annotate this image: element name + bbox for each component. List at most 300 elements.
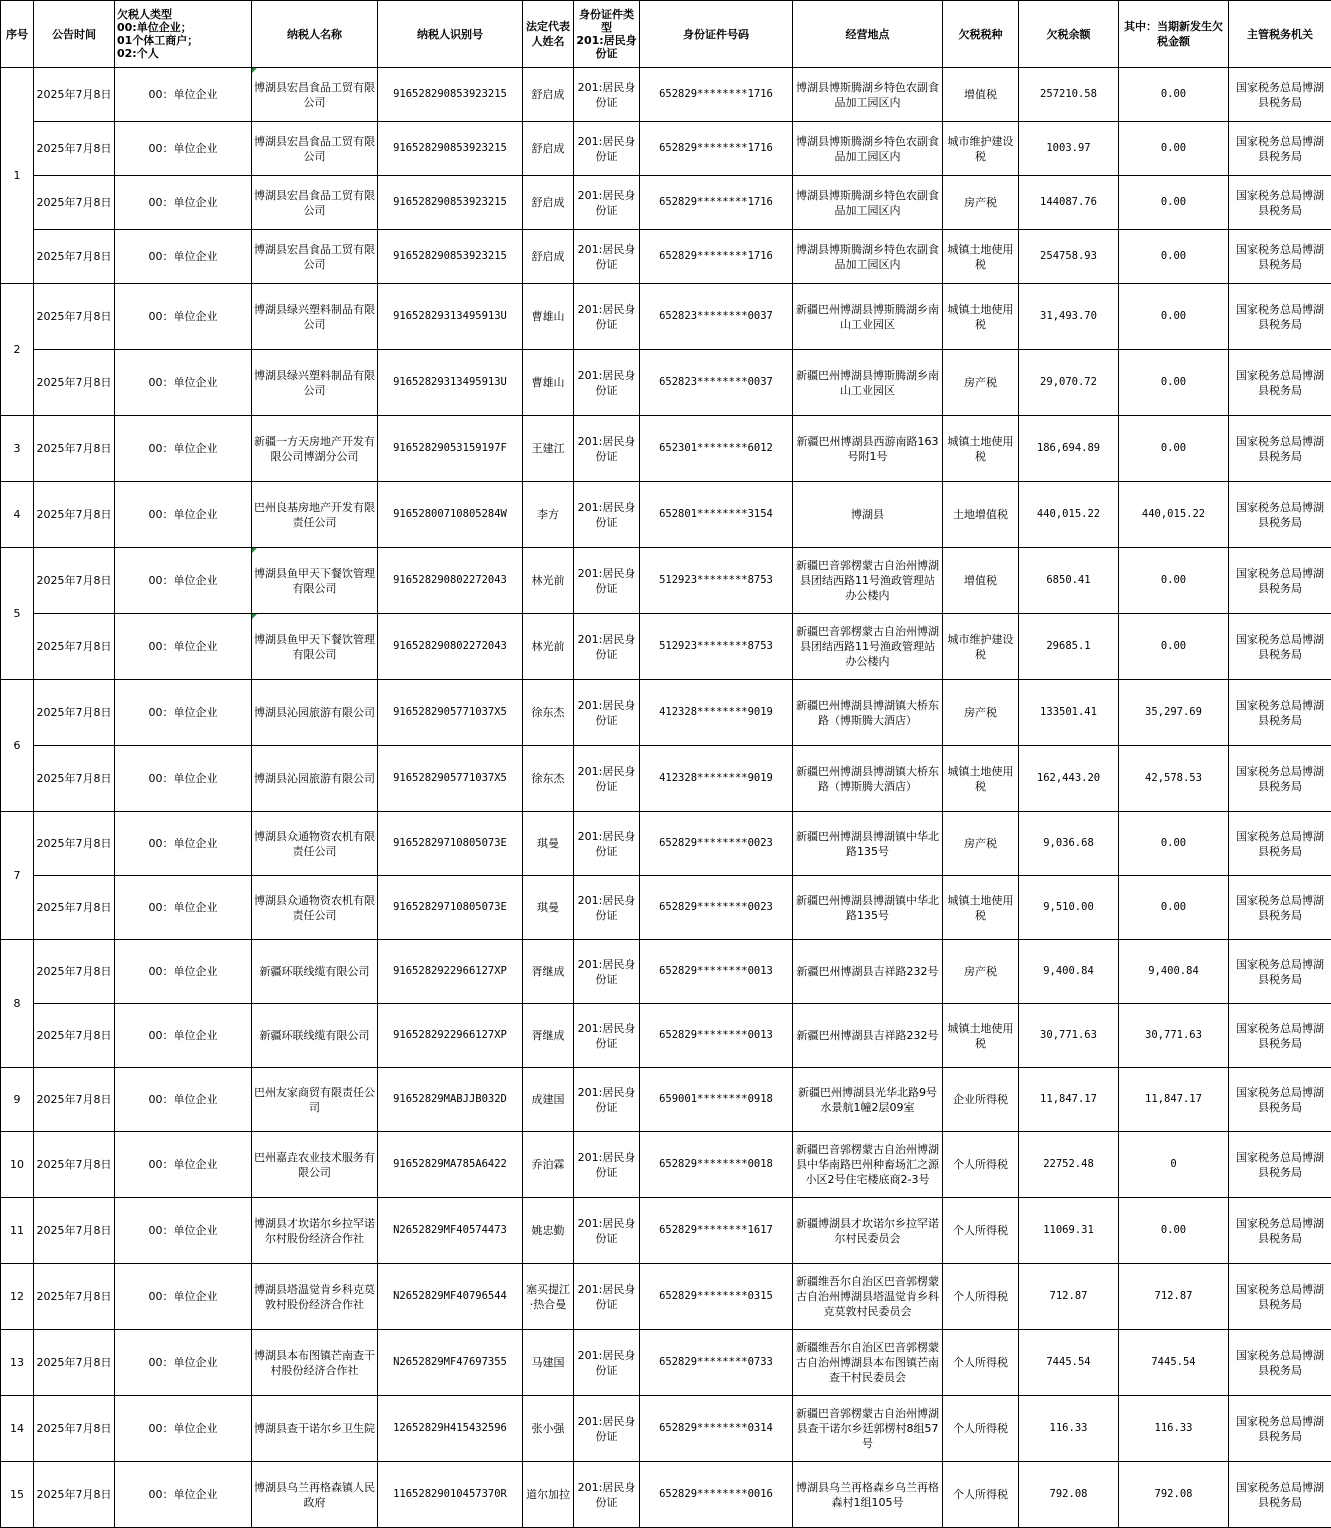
balance-cell: 9,036.68	[1019, 812, 1119, 876]
table-row	[1, 350, 1331, 416]
seq-cell: 13	[1, 1330, 34, 1396]
address-cell: 新疆巴音郭楞蒙古自治州博湖县中华南路巴州种畜场汇之源小区2号住宅楼底商2-3号	[793, 1132, 943, 1198]
seq-cell: 6	[1, 680, 34, 812]
authority-cell: 国家税务总局博湖县税务局	[1229, 68, 1331, 122]
balance-cell: 11069.31	[1019, 1198, 1119, 1264]
authority-cell: 国家税务总局博湖县税务局	[1229, 122, 1331, 176]
new-arrears-cell: 0.00	[1119, 176, 1229, 230]
legal-rep-cell: 曹雄山	[523, 284, 574, 350]
seq-cell: 12	[1, 1264, 34, 1330]
legal-rep-cell: 胥继成	[523, 1004, 574, 1068]
new-arrears-cell: 0.00	[1119, 230, 1229, 284]
name-cell: 博湖县本布图镇芒南查干村股份经济合作社	[252, 1330, 378, 1396]
date-cell: 2025年7月8日	[34, 230, 115, 284]
balance-cell: 11,847.17	[1019, 1068, 1119, 1132]
tax-id-cell: 916528290577103​7X5	[378, 680, 523, 746]
legal-rep-cell: 舒启成	[523, 68, 574, 122]
address-cell: 新疆维吾尔自治区巴音郭楞蒙古自治州博湖县塔温觉肯乡科克莫敦村民委员会	[793, 1264, 943, 1330]
tax-type-cell: 城镇土地使用税	[943, 1004, 1019, 1068]
authority-cell: 国家税务总局博湖县税务局	[1229, 1462, 1331, 1528]
date-cell: 2025年7月8日	[34, 284, 115, 350]
legal-rep-cell: 塞买提江·热合曼	[523, 1264, 574, 1330]
tax-type-cell: 城镇土地使用税	[943, 876, 1019, 940]
date-cell: 2025年7月8日	[34, 548, 115, 614]
new-arrears-cell: 35,297.69	[1119, 680, 1229, 746]
tax-id-cell: 91652829053159197F	[378, 416, 523, 482]
id-type-cell: 201:居民身份证	[574, 1264, 640, 1330]
tax-id-cell: 91652800710805284W	[378, 482, 523, 548]
tax-type-cell: 个人所得税	[943, 1462, 1019, 1528]
name-cell: 巴州良基房地产开发有限责任公司	[252, 482, 378, 548]
type-cell: 00：单位企业	[115, 68, 252, 122]
id-no-cell: 652829********0018	[640, 1132, 793, 1198]
legal-rep-cell: 徐东杰	[523, 680, 574, 746]
new-arrears-cell: 0.00	[1119, 548, 1229, 614]
tax-type-cell: 个人所得税	[943, 1132, 1019, 1198]
id-type-cell: 201:居民身份证	[574, 876, 640, 940]
authority-cell: 国家税务总局博湖县税务局	[1229, 1004, 1331, 1068]
new-arrears-cell: 11,847.17	[1119, 1068, 1229, 1132]
table-row	[1, 876, 1331, 940]
name-cell: 博湖县宏昌食品工贸有限公司	[252, 68, 378, 122]
balance-cell: 29,070.72	[1019, 350, 1119, 416]
id-no-cell: 652829********0314	[640, 1396, 793, 1462]
new-arrears-cell: 0.00	[1119, 614, 1229, 680]
authority-cell: 国家税务总局博湖县税务局	[1229, 1132, 1331, 1198]
name-cell: 博湖县鱼甲天下餐饮管理有限公司	[252, 614, 378, 680]
tax-type-cell: 城镇土地使用税	[943, 284, 1019, 350]
balance-cell: 30,771.63	[1019, 1004, 1119, 1068]
table-row	[1, 812, 1331, 876]
id-no-cell: 659001********0918	[640, 1068, 793, 1132]
authority-cell: 国家税务总局博湖县税务局	[1229, 746, 1331, 812]
date-cell: 2025年7月8日	[34, 940, 115, 1004]
address-cell: 新疆巴音郭楞蒙古自治州博湖县团结西路11号渔政管理站办公楼内	[793, 614, 943, 680]
authority-cell: 国家税务总局博湖县税务局	[1229, 876, 1331, 940]
id-type-cell: 201:居民身份证	[574, 350, 640, 416]
balance-cell: 7445.54	[1019, 1330, 1119, 1396]
seq-cell: 1	[1, 68, 34, 284]
tax-id-cell: 91652829313495913U	[378, 350, 523, 416]
address-cell: 博湖县博斯腾湖乡特色农副食品加工园区内	[793, 68, 943, 122]
id-type-cell: 201:居民身份证	[574, 284, 640, 350]
table-row	[1, 1004, 1331, 1068]
new-arrears-cell: 440,015.22	[1119, 482, 1229, 548]
name-cell: 博湖县绿兴塑料制品有限公司	[252, 350, 378, 416]
tax-id-cell: 91652829MA785A6422	[378, 1132, 523, 1198]
date-cell: 2025年7月8日	[34, 1198, 115, 1264]
id-no-cell: 652801********3154	[640, 482, 793, 548]
date-cell: 2025年7月8日	[34, 176, 115, 230]
table-row	[1, 680, 1331, 746]
balance-cell: 116.33	[1019, 1396, 1119, 1462]
seq-cell: 5	[1, 548, 34, 680]
new-arrears-cell: 792.08	[1119, 1462, 1229, 1528]
address-cell: 新疆巴州博湖县西游南路163号附1号	[793, 416, 943, 482]
type-cell: 00：单位企业	[115, 876, 252, 940]
tax-type-cell: 房产税	[943, 940, 1019, 1004]
legal-rep-cell: 徐东杰	[523, 746, 574, 812]
tax-type-cell: 城镇土地使用税	[943, 746, 1019, 812]
id-no-cell: 652829********0315	[640, 1264, 793, 1330]
table-row	[1, 1264, 1331, 1330]
header-new-arrears: 其中：当期新发生欠税金额	[1119, 1, 1229, 68]
date-cell: 2025年7月8日	[34, 1132, 115, 1198]
address-cell: 新疆巴州博湖县博湖镇大桥东路（博斯腾大酒店）	[793, 746, 943, 812]
name-cell: 新疆环联线缆有限公司	[252, 1004, 378, 1068]
balance-cell: 31,493.70	[1019, 284, 1119, 350]
header-tax-id: 纳税人识别号	[378, 1, 523, 68]
name-cell: 博湖县沁园旅游有限公司	[252, 680, 378, 746]
authority-cell: 国家税务总局博湖县税务局	[1229, 940, 1331, 1004]
table-row	[1, 482, 1331, 548]
seq-cell: 14	[1, 1396, 34, 1462]
table-row	[1, 1462, 1331, 1528]
address-cell: 博湖县乌兰再格森乡乌兰再格森村1组105号	[793, 1462, 943, 1528]
header-address: 经营地点	[793, 1, 943, 68]
balance-cell: 792.08	[1019, 1462, 1119, 1528]
new-arrears-cell: 42,578.53	[1119, 746, 1229, 812]
balance-cell: 440,015.22	[1019, 482, 1119, 548]
date-cell: 2025年7月8日	[34, 614, 115, 680]
date-cell: 2025年7月8日	[34, 416, 115, 482]
date-cell: 2025年7月8日	[34, 68, 115, 122]
type-cell: 00：单位企业	[115, 1264, 252, 1330]
date-cell: 2025年7月8日	[34, 1264, 115, 1330]
date-cell: 2025年7月8日	[34, 876, 115, 940]
name-cell: 新疆环联线缆有限公司	[252, 940, 378, 1004]
balance-cell: 22752.48	[1019, 1132, 1119, 1198]
name-cell: 博湖县鱼甲天下餐饮管理有限公司	[252, 548, 378, 614]
address-cell: 新疆巴州博湖县吉祥路232号	[793, 1004, 943, 1068]
tax-type-cell: 土地增值税	[943, 482, 1019, 548]
address-cell: 新疆巴州博湖县博斯腾湖乡南山工业园区	[793, 350, 943, 416]
address-cell: 博湖县博斯腾湖乡特色农副食品加工园区内	[793, 122, 943, 176]
legal-rep-cell: 张小强	[523, 1396, 574, 1462]
legal-rep-cell: 马建国	[523, 1330, 574, 1396]
header-authority: 主管税务机关	[1229, 1, 1331, 68]
tax-type-cell: 城镇土地使用税	[943, 416, 1019, 482]
id-no-cell: 512923********8753	[640, 548, 793, 614]
header-legal-rep: 法定代表人姓名	[523, 1, 574, 68]
table-row	[1, 614, 1331, 680]
header-id-no: 身份证件号码	[640, 1, 793, 68]
id-type-cell: 201:居民身份证	[574, 230, 640, 284]
type-cell: 00：单位企业	[115, 416, 252, 482]
date-cell: 2025年7月8日	[34, 350, 115, 416]
date-cell: 2025年7月8日	[34, 746, 115, 812]
table-row	[1, 746, 1331, 812]
id-no-cell: 412328********9019	[640, 746, 793, 812]
tax-id-cell: 91652829710805073E	[378, 812, 523, 876]
header-date: 公告时间	[34, 1, 115, 68]
balance-cell: 186,694.89	[1019, 416, 1119, 482]
tax-id-cell: 91652829229661​27XP	[378, 940, 523, 1004]
authority-cell: 国家税务总局博湖县税务局	[1229, 812, 1331, 876]
id-no-cell: 652823********0037	[640, 284, 793, 350]
tax-type-cell: 房产税	[943, 350, 1019, 416]
id-type-cell: 201:居民身份证	[574, 812, 640, 876]
new-arrears-cell: 9,400.84	[1119, 940, 1229, 1004]
authority-cell: 国家税务总局博湖县税务局	[1229, 1396, 1331, 1462]
tax-type-cell: 个人所得税	[943, 1198, 1019, 1264]
name-cell: 博湖县宏昌食品工贸有限公司	[252, 122, 378, 176]
id-type-cell: 201:居民身份证	[574, 1396, 640, 1462]
name-cell: 博湖县才坎诺尔乡拉罕诺尔村股份经济合作社	[252, 1198, 378, 1264]
authority-cell: 国家税务总局博湖县税务局	[1229, 1198, 1331, 1264]
type-cell: 00：单位企业	[115, 1330, 252, 1396]
tax-id-cell: 916528290802272043	[378, 614, 523, 680]
address-cell: 博湖县博斯腾湖乡特色农副食品加工园区内	[793, 230, 943, 284]
tax-id-cell: 916528290853923215	[378, 230, 523, 284]
new-arrears-cell: 0.00	[1119, 876, 1229, 940]
id-no-cell: 652829********1716	[640, 230, 793, 284]
authority-cell: 国家税务总局博湖县税务局	[1229, 482, 1331, 548]
date-cell: 2025年7月8日	[34, 812, 115, 876]
id-no-cell: 652829********0016	[640, 1462, 793, 1528]
date-cell: 2025年7月8日	[34, 1068, 115, 1132]
new-arrears-cell: 0.00	[1119, 350, 1229, 416]
id-type-cell: 201:居民身份证	[574, 416, 640, 482]
table-row	[1, 940, 1331, 1004]
table-row	[1, 230, 1331, 284]
address-cell: 新疆巴音郭楞蒙古自治州博湖县查干诺尔乡廷郭楞村8组57号	[793, 1396, 943, 1462]
id-type-cell: 201:居民身份证	[574, 1330, 640, 1396]
legal-rep-cell: 舒启成	[523, 176, 574, 230]
id-no-cell: 652829********0013	[640, 940, 793, 1004]
id-type-cell: 201:居民身份证	[574, 122, 640, 176]
seq-cell: 10	[1, 1132, 34, 1198]
table-row	[1, 1330, 1331, 1396]
seq-cell: 3	[1, 416, 34, 482]
table-row	[1, 1132, 1331, 1198]
type-cell: 00：单位企业	[115, 680, 252, 746]
table-row	[1, 1068, 1331, 1132]
address-cell: 新疆巴州博湖县光华北路9号水景航1幢2层09室	[793, 1068, 943, 1132]
balance-cell: 144087.76	[1019, 176, 1119, 230]
table-row	[1, 68, 1331, 122]
new-arrears-cell: 0.00	[1119, 812, 1229, 876]
tax-id-cell: N2652829MF40796544	[378, 1264, 523, 1330]
balance-cell: 1003.97	[1019, 122, 1119, 176]
balance-cell: 257210.58	[1019, 68, 1119, 122]
legal-rep-cell: 舒启成	[523, 230, 574, 284]
authority-cell: 国家税务总局博湖县税务局	[1229, 614, 1331, 680]
type-cell: 00：单位企业	[115, 1004, 252, 1068]
tax-type-cell: 房产税	[943, 680, 1019, 746]
authority-cell: 国家税务总局博湖县税务局	[1229, 350, 1331, 416]
id-type-cell: 201:居民身份证	[574, 746, 640, 812]
authority-cell: 国家税务总局博湖县税务局	[1229, 1330, 1331, 1396]
id-type-cell: 201:居民身份证	[574, 680, 640, 746]
id-type-cell: 201:居民身份证	[574, 614, 640, 680]
new-arrears-cell: 0.00	[1119, 122, 1229, 176]
tax-id-cell: 916528290802272043	[378, 548, 523, 614]
tax-id-cell: 916528290853923215	[378, 176, 523, 230]
id-type-cell: 201:居民身份证	[574, 1462, 640, 1528]
name-cell: 博湖县宏昌食品工贸有限公司	[252, 176, 378, 230]
address-cell: 博湖县	[793, 482, 943, 548]
id-no-cell: 412328********9019	[640, 680, 793, 746]
address-cell: 新疆巴音郭楞蒙古自治州博湖县团结西路11号渔政管理站办公楼内	[793, 548, 943, 614]
name-cell: 巴州友家商贸有限责任公司	[252, 1068, 378, 1132]
id-no-cell: 652829********0023	[640, 876, 793, 940]
id-type-cell: 201:居民身份证	[574, 1004, 640, 1068]
balance-cell: 9,400.84	[1019, 940, 1119, 1004]
id-no-cell: 652829********1617	[640, 1198, 793, 1264]
tax-type-cell: 城市维护建设税	[943, 614, 1019, 680]
legal-rep-cell: 成建国	[523, 1068, 574, 1132]
date-cell: 2025年7月8日	[34, 1396, 115, 1462]
legal-rep-cell: 道尔加拉	[523, 1462, 574, 1528]
tax-type-cell: 增值税	[943, 548, 1019, 614]
id-type-cell: 201:居民身份证	[574, 1068, 640, 1132]
balance-cell: 162,443.20	[1019, 746, 1119, 812]
balance-cell: 29685.1	[1019, 614, 1119, 680]
legal-rep-cell: 琪曼	[523, 876, 574, 940]
tax-type-cell: 个人所得税	[943, 1396, 1019, 1462]
tax-type-cell: 个人所得税	[943, 1264, 1019, 1330]
address-cell: 博湖县博斯腾湖乡特色农副食品加工园区内	[793, 176, 943, 230]
name-cell: 博湖县绿兴塑料制品有限公司	[252, 284, 378, 350]
tax-id-cell: 12652829H415432596	[378, 1396, 523, 1462]
tax-id-cell: 91652829085392321​5	[378, 68, 523, 122]
legal-rep-cell: 舒启成	[523, 122, 574, 176]
type-cell: 00：单位企业	[115, 940, 252, 1004]
new-arrears-cell: 116.33	[1119, 1396, 1229, 1462]
address-cell: 新疆巴州博湖县博湖镇大桥东路（博斯腾大酒店）	[793, 680, 943, 746]
legal-rep-cell: 胥继成	[523, 940, 574, 1004]
legal-rep-cell: 曹雄山	[523, 350, 574, 416]
name-cell: 巴州嘉垚农业技术服务有限公司	[252, 1132, 378, 1198]
balance-cell: 6850.41	[1019, 548, 1119, 614]
tax-id-cell: N2652829MF47697355	[378, 1330, 523, 1396]
id-no-cell: 652829********0733	[640, 1330, 793, 1396]
type-cell: 00：单位企业	[115, 614, 252, 680]
header-seq: 序号	[1, 1, 34, 68]
table-row	[1, 548, 1331, 614]
tax-type-cell: 增值税	[943, 68, 1019, 122]
type-cell: 00：单位企业	[115, 176, 252, 230]
authority-cell: 国家税务总局博湖县税务局	[1229, 1264, 1331, 1330]
table-row	[1, 284, 1331, 350]
type-cell: 00：单位企业	[115, 1132, 252, 1198]
new-arrears-cell: 0.00	[1119, 68, 1229, 122]
type-cell: 00：单位企业	[115, 548, 252, 614]
header-type: 欠税人类型 00:单位企业； 01个体工商户； 02:个人	[115, 1, 252, 68]
seq-cell: 4	[1, 482, 34, 548]
legal-rep-cell: 李方	[523, 482, 574, 548]
tax-id-cell: 91652829313495913U	[378, 284, 523, 350]
new-arrears-cell: 712.87	[1119, 1264, 1229, 1330]
seq-cell: 2	[1, 284, 34, 416]
authority-cell: 国家税务总局博湖县税务局	[1229, 1068, 1331, 1132]
tax-type-cell: 房产税	[943, 812, 1019, 876]
type-cell: 00：单位企业	[115, 1198, 252, 1264]
table-row	[1, 416, 1331, 482]
type-cell: 00：单位企业	[115, 746, 252, 812]
authority-cell: 国家税务总局博湖县税务局	[1229, 176, 1331, 230]
type-cell: 00：单位企业	[115, 284, 252, 350]
date-cell: 2025年7月8日	[34, 122, 115, 176]
legal-rep-cell: 乔泊霖	[523, 1132, 574, 1198]
tax-id-cell: 916528290853923215	[378, 122, 523, 176]
name-cell: 博湖县众通物资农机有限责任公司	[252, 812, 378, 876]
id-type-cell: 201:居民身份证	[574, 548, 640, 614]
balance-cell: 133501.41	[1019, 680, 1119, 746]
legal-rep-cell: 林光前	[523, 614, 574, 680]
table-row	[1, 176, 1331, 230]
date-cell: 2025年7月8日	[34, 1004, 115, 1068]
type-cell: 00：单位企业	[115, 482, 252, 548]
tax-id-cell: N2652829MF40574473	[378, 1198, 523, 1264]
id-no-cell: 652823********0037	[640, 350, 793, 416]
name-cell: 博湖县众通物资农机有限责任公司	[252, 876, 378, 940]
new-arrears-cell: 7445.54	[1119, 1330, 1229, 1396]
name-cell: 博湖县塔温觉肯乡科克莫敦村股份经济合作社	[252, 1264, 378, 1330]
id-no-cell: 652829********0023	[640, 812, 793, 876]
legal-rep-cell: 琪曼	[523, 812, 574, 876]
id-type-cell: 201:居民身份证	[574, 176, 640, 230]
balance-cell: 9,510.00	[1019, 876, 1119, 940]
name-cell: 博湖县宏昌食品工贸有限公司	[252, 230, 378, 284]
new-arrears-cell: 0.00	[1119, 1198, 1229, 1264]
seq-cell: 8	[1, 940, 34, 1068]
balance-cell: 712.87	[1019, 1264, 1119, 1330]
new-arrears-cell: 30,771.63	[1119, 1004, 1229, 1068]
tax-id-cell: 91652829MABJJB032D	[378, 1068, 523, 1132]
id-no-cell: 652829********1716	[640, 68, 793, 122]
legal-rep-cell: 姚忠勤	[523, 1198, 574, 1264]
address-cell: 新疆巴州博湖县博湖镇中华北路135号	[793, 876, 943, 940]
address-cell: 新疆维吾尔自治区巴音郭楞蒙古自治州博湖县本布图镇芒南查干村民委员会	[793, 1330, 943, 1396]
seq-cell: 11	[1, 1198, 34, 1264]
id-no-cell: 652829********1716	[640, 122, 793, 176]
authority-cell: 国家税务总局博湖县税务局	[1229, 548, 1331, 614]
type-cell: 00：单位企业	[115, 230, 252, 284]
authority-cell: 国家税务总局博湖县税务局	[1229, 230, 1331, 284]
tax-id-cell: 91652829710805073E	[378, 876, 523, 940]
balance-cell: 254758.93	[1019, 230, 1119, 284]
type-cell: 00：单位企业	[115, 1396, 252, 1462]
header-balance: 欠税余额	[1019, 1, 1119, 68]
type-cell: 00：单位企业	[115, 1068, 252, 1132]
seq-cell: 7	[1, 812, 34, 940]
authority-cell: 国家税务总局博湖县税务局	[1229, 416, 1331, 482]
address-cell: 新疆博湖县才坎诺尔乡拉罕诺尔村民委员会	[793, 1198, 943, 1264]
id-type-cell: 201:居民身份证	[574, 482, 640, 548]
address-cell: 新疆巴州博湖县博斯腾湖乡南山工业园区	[793, 284, 943, 350]
new-arrears-cell: 0	[1119, 1132, 1229, 1198]
table-row	[1, 1396, 1331, 1462]
date-cell: 2025年7月8日	[34, 482, 115, 548]
date-cell: 2025年7月8日	[34, 1330, 115, 1396]
id-no-cell: 652829********1716	[640, 176, 793, 230]
tax-id-cell: 9165282922966127XP	[378, 1004, 523, 1068]
header-row	[1, 1, 1331, 68]
id-type-cell: 201:居民身份证	[574, 68, 640, 122]
type-cell: 00：单位企业	[115, 122, 252, 176]
legal-rep-cell: 王建江	[523, 416, 574, 482]
tax-type-cell: 企业所得税	[943, 1068, 1019, 1132]
authority-cell: 国家税务总局博湖县税务局	[1229, 680, 1331, 746]
new-arrears-cell: 0.00	[1119, 284, 1229, 350]
table-row	[1, 122, 1331, 176]
id-no-cell: 512923********8753	[640, 614, 793, 680]
date-cell: 2025年7月8日	[34, 680, 115, 746]
header-name: 纳税人名称	[252, 1, 378, 68]
id-type-cell: 201:居民身份证	[574, 940, 640, 1004]
